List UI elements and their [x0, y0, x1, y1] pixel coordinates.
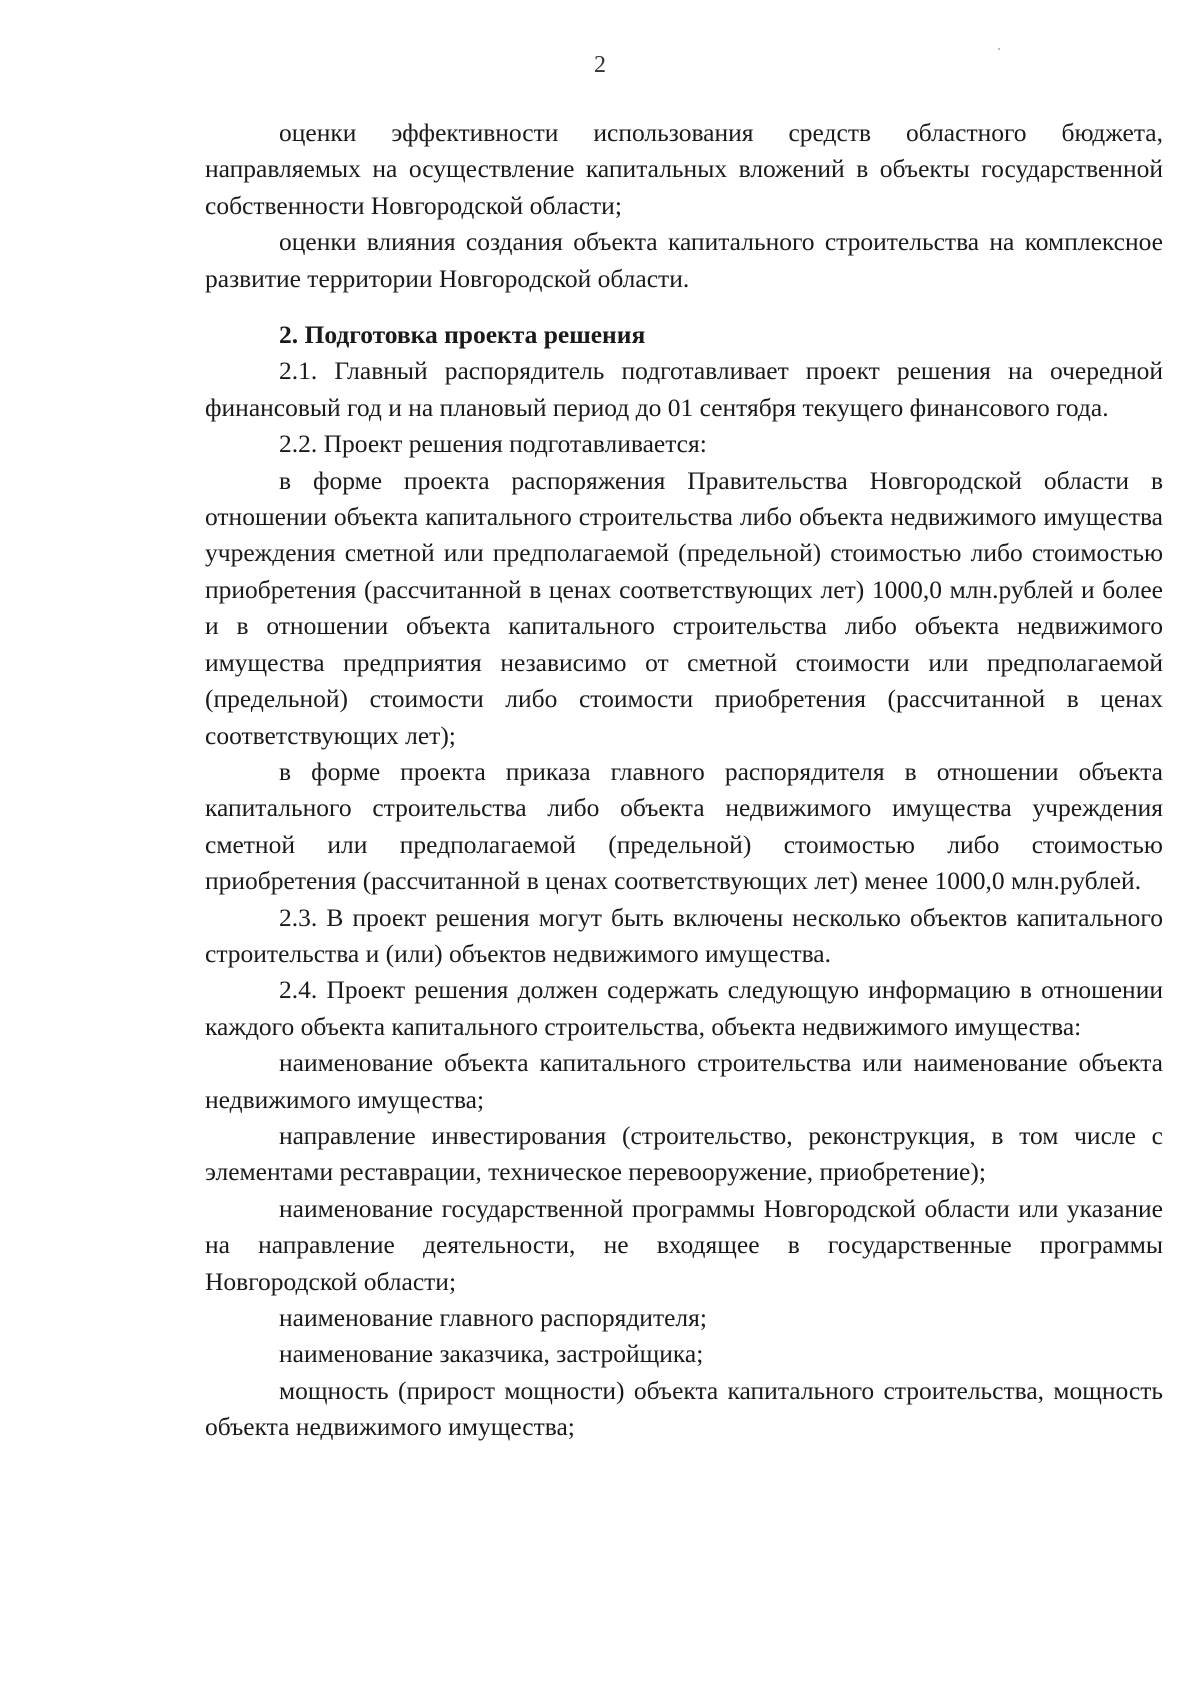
- section-heading: 2. Подготовка проекта решения: [279, 320, 646, 350]
- document-body: [205, 115, 1163, 1446]
- list-item-state-program: наименование государственной программы Новгородской области или указание на направление деятельности, не входящее в государственные программы Новгородской области;: [205, 1193, 1163, 1296]
- paragraph-2-3: 2.3. В проект решения могут быть включены несколько объектов капитального строительства и (или) объектов недвижимого имущества.: [205, 902, 1163, 968]
- paragraph-efficiency-assessment: оценки эффективности использования средств областного бюджета, направляемых на осуществление капитальных вложений в объекты государственной собственности Новгородской области;: [205, 118, 1163, 220]
- paragraph-2-1: 2.1. Главный распорядитель подготавливает проект решения на очередной финансовый год и на плановый период до 01 сентября текущего финансового года.: [205, 356, 1163, 422]
- list-item-capacity: мощность (прирост мощности) объекта капитального строительства, мощность объекта недвижимого имущества;: [205, 1375, 1163, 1442]
- list-item-object-name: наименование объекта капитального строительства или наименование объекта недвижимого имущества;: [205, 1048, 1163, 1114]
- page-number: 2: [594, 52, 606, 78]
- paragraph-2-2: 2.2. Проект решения подготавливается:: [279, 429, 707, 459]
- paragraph-impact-assessment: оценки влияния создания объекта капитального строительства на комплексное развитие территории Новгородской области.: [205, 227, 1163, 293]
- paragraph-2-2-government-order: в форме проекта распоряжения Правительства Новгородской области в отношении объекта капитального строительства либо объекта недвижимого имущества учреждения сметной или предполагаемой (предельной) стоимостью либо стоимостью приобретения (рассчитанной в ценах соответствующих лет) 1000,0 млн.рублей и более и в отношении объекта капитального строительства либо объекта недвижимого имущества предприятия независимо от сметной стоимости или предполагаемой (предельной) стоимости либо стоимости приобретения (рассчитанной в ценах соответствующих лет);: [205, 465, 1163, 750]
- list-item-chief-manager: наименование главного распорядителя;: [279, 1303, 707, 1332]
- paragraph-2-2-manager-order: в форме проекта приказа главного распорядителя в отношении объекта капитального строительства либо объекта недвижимого имущества учреждения сметной или предполагаемой (предельной) стоимостью либо стоимостью приобретения (рассчитанной в ценах соответствующих лет) менее 1000,0 млн.рублей.: [205, 756, 1163, 896]
- list-item-investment-direction: направление инвестирования (строительство, реконструкция, в том числе с элементами реставрации, техническое перевооружение, приобретение);: [205, 1120, 1163, 1187]
- paragraph-2-4: 2.4. Проект решения должен содержать следующую информацию в отношении каждого объекта капитального строительства, объекта недвижимого имущества:: [205, 975, 1163, 1041]
- list-item-customer-developer: наименование заказчика, застройщика;: [279, 1339, 704, 1369]
